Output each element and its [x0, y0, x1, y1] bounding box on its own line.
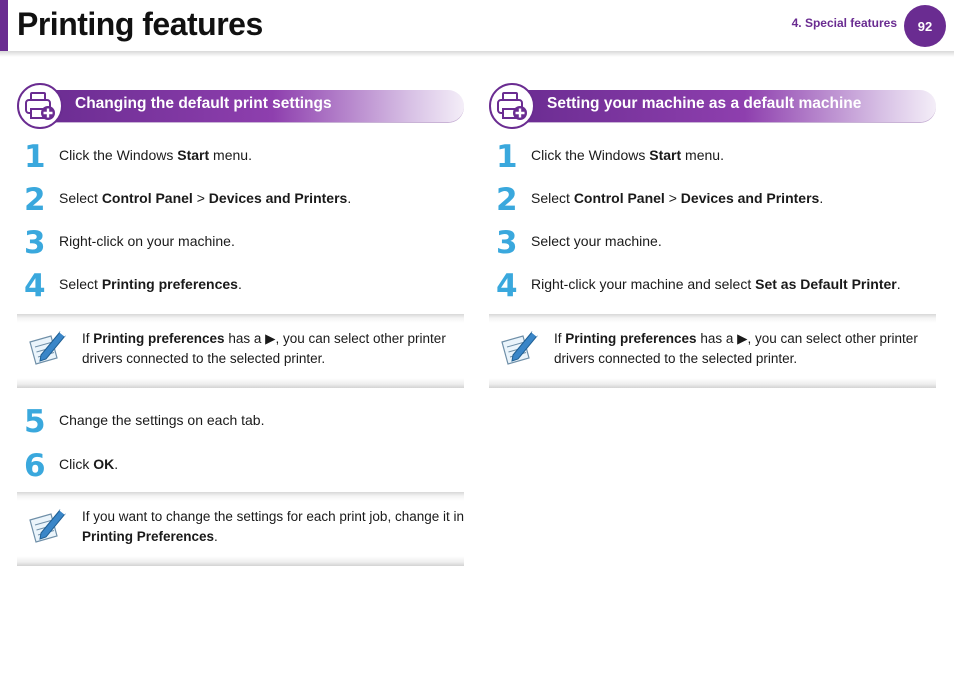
note-text: If Printing preferences has a ▶, you can select other printer drivers connected to the selected printer.	[82, 331, 446, 366]
header-accent-bar	[0, 0, 8, 52]
page-number-badge	[904, 5, 946, 47]
note-text: If you want to change the settings for each print job, change it in Printing Preferences.	[82, 509, 464, 544]
note-pencil-icon	[499, 328, 541, 371]
step-text: Select Control Panel > Devices and Printers.	[59, 190, 352, 206]
header-divider	[0, 51, 954, 57]
step-item	[489, 141, 936, 175]
step-item	[17, 184, 464, 218]
step-number: 5	[24, 404, 46, 440]
step-number: 6	[24, 448, 46, 484]
note-pencil-icon	[27, 328, 69, 371]
section-title: Changing the default print settings	[75, 95, 332, 112]
left-column	[17, 83, 464, 544]
step-number: 3	[496, 225, 518, 261]
step-text: Change the settings on each tab.	[59, 412, 265, 428]
step-number: 2	[496, 182, 518, 218]
section-title: Setting your machine as a default machine	[547, 95, 862, 112]
note-box	[17, 314, 464, 388]
step-item	[489, 227, 936, 261]
step-number: 4	[496, 268, 518, 304]
step-text: Select your machine.	[531, 233, 662, 249]
step-number: 1	[496, 139, 518, 175]
step-text: Right-click on your machine.	[59, 233, 235, 249]
section-header-left	[17, 83, 464, 129]
note-box	[489, 314, 936, 388]
step-number: 4	[24, 268, 46, 304]
step-number: 1	[24, 139, 46, 175]
chapter-label: 4. Special features	[791, 16, 897, 30]
note-box	[17, 492, 464, 566]
right-column	[489, 83, 936, 366]
printer-settings-icon	[489, 83, 535, 129]
step-item	[489, 270, 936, 304]
step-item	[17, 141, 464, 175]
step-item	[17, 270, 464, 304]
section-header-right	[489, 83, 936, 129]
page-number: 92	[917, 18, 933, 34]
step-number: 2	[24, 182, 46, 218]
note-text: If Printing preferences has a ▶, you can select other printer drivers connected to the selected printer.	[554, 331, 918, 366]
page-title: Printing features	[17, 6, 263, 42]
step-text: Select Printing preferences.	[59, 276, 242, 292]
printer-settings-icon	[17, 83, 63, 129]
step-item	[489, 184, 936, 218]
step-text: Right-click your machine and select Set as Default Printer.	[531, 276, 901, 292]
note-pencil-icon	[27, 506, 69, 549]
step-text: Click OK.	[59, 456, 119, 472]
step-number: 3	[24, 225, 46, 261]
step-item	[17, 227, 464, 261]
step-item	[17, 406, 464, 440]
step-text: Click the Windows Start menu.	[531, 147, 724, 163]
step-text: Select Control Panel > Devices and Printers.	[531, 190, 824, 206]
step-item	[17, 450, 464, 484]
step-text: Click the Windows Start menu.	[59, 147, 252, 163]
